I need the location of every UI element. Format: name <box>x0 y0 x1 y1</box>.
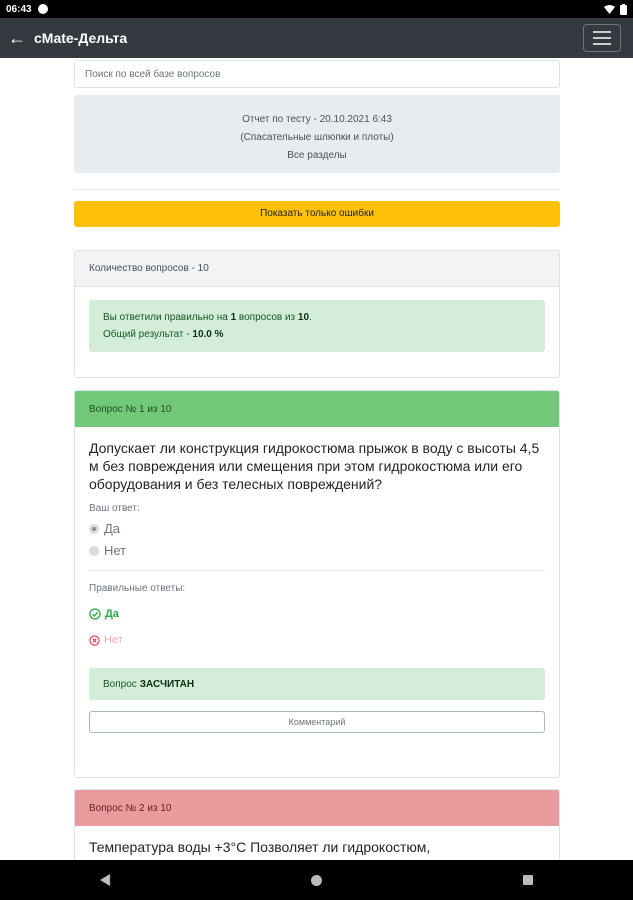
status-icons <box>604 4 627 15</box>
verdict-alert: Вопрос ЗАСЧИТАН <box>89 668 545 700</box>
status-bar <box>0 0 633 18</box>
report-subject: (Спасательные шлюпки и плоты) <box>240 132 394 143</box>
your-answer-label: Ваш ответ: <box>89 503 140 514</box>
divider <box>74 189 560 190</box>
divider <box>89 570 545 571</box>
report-box <box>74 95 560 173</box>
comment-button[interactable]: Комментарий <box>89 711 545 733</box>
question-2-header: Вопрос № 2 из 10 <box>75 790 559 826</box>
summary-alert <box>89 300 545 352</box>
show-errors-button[interactable]: Показать только ошибки <box>74 201 560 227</box>
status-time: 06:43 <box>6 3 32 15</box>
report-sections: Все разделы <box>287 150 347 161</box>
report-title: Отчет по тесту - 20.10.2021 6:43 <box>242 114 392 125</box>
notification-icon <box>38 4 48 14</box>
wifi-icon <box>604 5 615 14</box>
check-circle-icon <box>89 608 101 620</box>
app-bar <box>0 18 633 58</box>
summary-score-line: Вы ответили правильно на 1 вопросов из 10. <box>103 312 312 323</box>
wrong-answer-item: Нет <box>89 634 545 646</box>
summary-card <box>74 250 560 378</box>
nav-home-icon[interactable] <box>311 875 322 886</box>
battery-icon <box>620 4 627 15</box>
system-nav-bar <box>0 860 633 900</box>
question-card-2 <box>74 789 560 860</box>
search-placeholder: Поиск по всей базе вопросов <box>85 68 221 80</box>
question-2-text: Температура воды +3°С Позволяет ли гидрокостюм, <box>89 839 431 855</box>
summary-result-line: Общий результат - 10.0 % <box>103 329 224 340</box>
radio-unchecked-icon <box>89 546 99 556</box>
question-1-header: Вопрос № 1 из 10 <box>75 391 559 427</box>
app-title: cMate-Дельта <box>34 30 128 46</box>
x-circle-icon <box>89 635 100 646</box>
hamburger-menu-button[interactable] <box>583 24 621 52</box>
main-content <box>0 58 633 860</box>
search-input[interactable] <box>74 60 560 88</box>
answer-option-yes: Да <box>89 521 545 536</box>
correct-answers-label: Правильные ответы: <box>89 583 186 594</box>
radio-checked-icon <box>89 524 99 534</box>
question-1-text: Допускает ли конструкция гидрокостюма прыжок в воду с высоты 4,5 м без повреждения или смещения при этом гидрокостюма или его оборудования и без телесных повреждений? <box>89 440 540 492</box>
nav-back-icon[interactable] <box>100 874 110 886</box>
correct-answer-item: Да <box>89 608 545 620</box>
back-arrow-icon[interactable]: ← <box>8 27 26 48</box>
question-card-1 <box>74 390 560 778</box>
summary-header: Количество вопросов - 10 <box>75 251 559 287</box>
answer-option-no: Нет <box>89 543 545 558</box>
nav-recents-icon[interactable] <box>523 875 533 885</box>
